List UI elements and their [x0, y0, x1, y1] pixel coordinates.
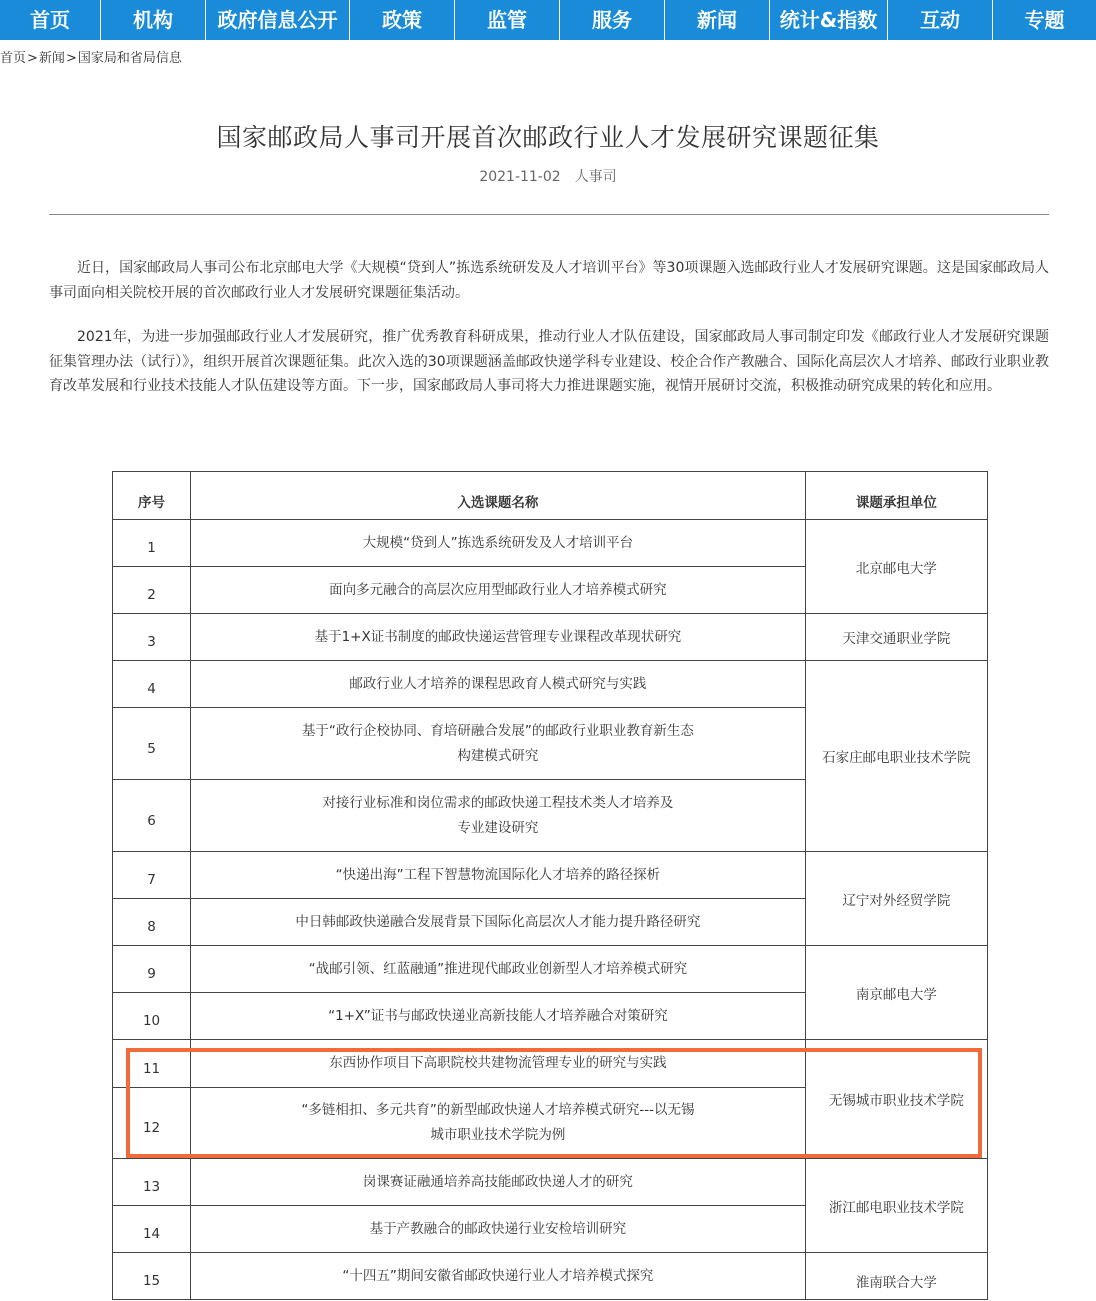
- title-divider: [49, 214, 1049, 215]
- row-number: 12: [113, 1088, 191, 1159]
- row-unit: 无锡城市职业技术学院: [805, 1040, 987, 1159]
- top-nav: [0, 0, 1096, 40]
- table-row: [113, 520, 988, 567]
- table-header-row: [113, 472, 988, 520]
- header-unit: 课题承担单位: [805, 472, 987, 520]
- table-row: [113, 1040, 988, 1088]
- row-topic: “十四五”期间安徽省邮政快递行业人才培养模式探究: [191, 1253, 806, 1300]
- row-unit: 石家庄邮电职业技术学院: [805, 661, 987, 852]
- row-unit: 辽宁对外经贸学院: [805, 852, 987, 946]
- row-number: 1: [113, 520, 191, 567]
- row-topic: [191, 708, 806, 780]
- row-number: 13: [113, 1159, 191, 1206]
- row-number: 4: [113, 661, 191, 708]
- row-number: 10: [113, 993, 191, 1040]
- breadcrumb: [0, 47, 182, 66]
- row-topic: 面向多元融合的高层次应用型邮政行业人才培养模式研究: [191, 567, 806, 614]
- table-row: [113, 661, 988, 708]
- topic-line: 构建模式研究: [457, 747, 539, 764]
- topics-table: [112, 471, 988, 1300]
- row-unit: 北京邮电大学: [805, 520, 987, 614]
- nav-supervision[interactable]: 监管: [455, 0, 560, 40]
- nav-home[interactable]: 首页: [0, 0, 101, 40]
- row-number: 8: [113, 899, 191, 946]
- breadcrumb-news[interactable]: 新闻: [38, 51, 65, 66]
- row-number: 9: [113, 946, 191, 993]
- row-number: 6: [113, 780, 191, 852]
- nav-interaction[interactable]: 互动: [888, 0, 993, 40]
- row-number: 3: [113, 614, 191, 661]
- row-unit: 浙江邮电职业技术学院: [805, 1159, 987, 1253]
- row-topic: 邮政行业人才培养的课程思政育人模式研究与实践: [191, 661, 806, 708]
- row-topic: 大规模“贷到人”拣选系统研发及人才培训平台: [191, 520, 806, 567]
- row-topic: 基于产教融合的邮政快递行业安检培训研究: [191, 1206, 806, 1253]
- row-topic: 东西协作项目下高职院校共建物流管理专业的研究与实践: [191, 1040, 806, 1088]
- row-unit: 淮南联合大学: [805, 1253, 987, 1300]
- nav-statistics[interactable]: 统计&指数: [770, 0, 888, 40]
- table-row: [113, 946, 988, 993]
- table-row: [113, 614, 988, 661]
- topic-line: 专业建设研究: [457, 819, 539, 836]
- header-number: 序号: [113, 472, 191, 520]
- nav-organization[interactable]: 机构: [101, 0, 206, 40]
- nav-policy[interactable]: 政策: [350, 0, 455, 40]
- article-date: 2021-11-02: [479, 169, 561, 185]
- breadcrumb-separator: >: [27, 51, 38, 66]
- row-topic: 岗课赛证融通培养高技能邮政快递人才的研究: [191, 1159, 806, 1206]
- article-author: 人事司: [574, 169, 617, 185]
- breadcrumb-category[interactable]: 国家局和省局信息: [77, 51, 182, 66]
- article-paragraph: 近日，国家邮政局人事司公布北京邮电大学《大规模“贷到人”拣选系统研发及人才培训平台》等30项课题入选邮政行业人才发展研究课题。这是国家邮政局人事司面向相关院校开展的首次邮政行业人才发展研究课题征集活动。: [49, 260, 1049, 301]
- table-row: [113, 1159, 988, 1206]
- topic-line: 对接行业标准和岗位需求的邮政快递工程技术类人才培养及: [322, 794, 674, 811]
- row-number: 15: [113, 1253, 191, 1300]
- row-topic: [191, 1088, 806, 1159]
- row-number: 7: [113, 852, 191, 899]
- row-topic: “战邮引领、红蓝融通”推进现代邮政业创新型人才培养模式研究: [191, 946, 806, 993]
- row-number: 14: [113, 1206, 191, 1253]
- row-topic: 中日韩邮政快递融合发展背景下国际化高层次人才能力提升路径研究: [191, 899, 806, 946]
- topic-line: 城市职业技术学院为例: [430, 1127, 566, 1143]
- article-meta: [0, 166, 1096, 186]
- article-title: 国家邮政局人事司开展首次邮政行业人才发展研究课题征集: [216, 123, 880, 152]
- row-unit: 南京邮电大学: [805, 946, 987, 1040]
- row-number: 5: [113, 708, 191, 780]
- nav-special[interactable]: 专题: [1024, 8, 1065, 32]
- article-paragraph: 2021年，为进一步加强邮政行业人才发展研究，推广优秀教育科研成果，推动行业人才队伍建设，国家邮政局人事司制定印发《邮政行业人才发展研究课题征集管理办法（试行）》，组织开展首次课题征集。此次入选的30项课题涵盖邮政快递学科专业建设、校企合作产教融合、国际化高层次人才培养、邮政行业职业教育改革发展和行业技术技能人才队伍建设等方面。下一步，国家邮政局人事司将大力推进课题实施，视情开展研讨交流，积极推动研究成果的转化和应用。: [49, 329, 1049, 394]
- nav-services[interactable]: 服务: [560, 0, 665, 40]
- nav-news[interactable]: 新闻: [665, 0, 770, 40]
- topic-line: “多链相扣、多元共育”的新型邮政快递人才培养模式研究---以无锡: [301, 1102, 695, 1118]
- row-topic: 基于1+X证书制度的邮政快递运营管理专业课程改革现状研究: [191, 614, 806, 661]
- row-topic: [191, 780, 806, 852]
- breadcrumb-separator: >: [65, 51, 77, 66]
- row-topic: “快递出海”工程下智慧物流国际化人才培养的路径探析: [191, 852, 806, 899]
- topic-line: 基于“政行企校协同、育培研融合发展”的邮政行业职业教育新生态: [301, 722, 694, 739]
- table-row: [113, 852, 988, 899]
- row-topic: “1+X”证书与邮政快递业高新技能人才培养融合对策研究: [191, 993, 806, 1040]
- row-number: 11: [113, 1040, 191, 1088]
- row-number: 2: [113, 567, 191, 614]
- header-topic: 入选课题名称: [191, 472, 806, 520]
- nav-gov-info[interactable]: 政府信息公开: [206, 0, 350, 40]
- table-row: [113, 1253, 988, 1300]
- breadcrumb-home[interactable]: 首页: [0, 51, 27, 66]
- row-unit: 天津交通职业学院: [805, 614, 987, 661]
